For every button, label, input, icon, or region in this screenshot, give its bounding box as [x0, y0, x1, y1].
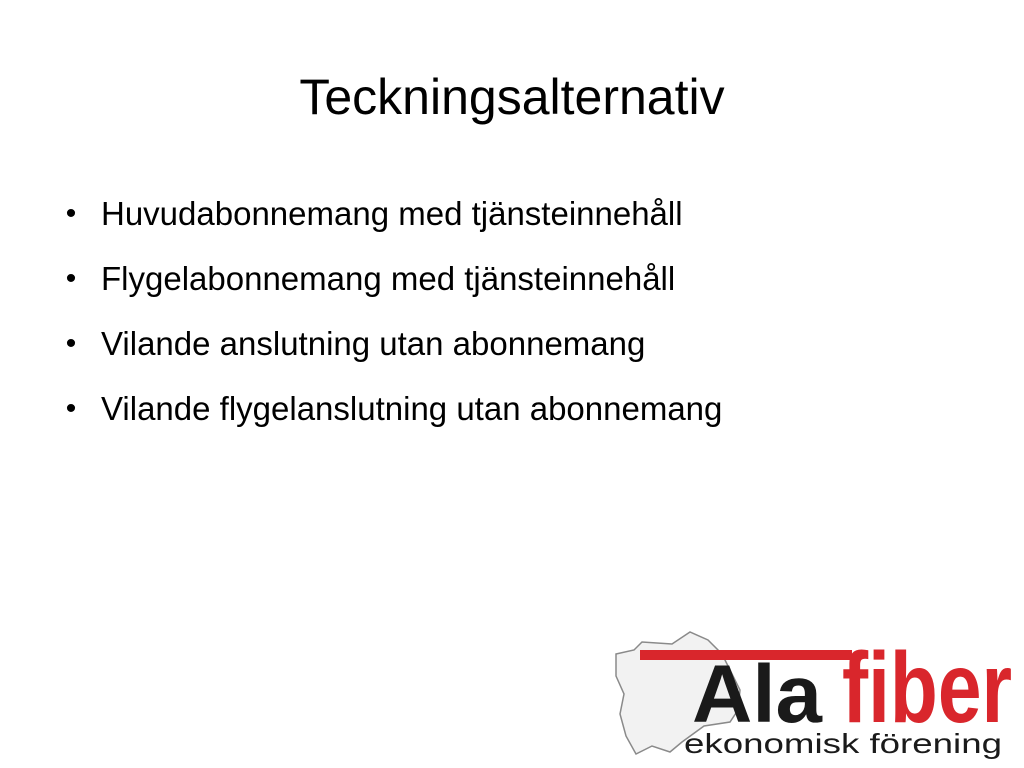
- bullet-list: [56, 184, 996, 444]
- logo-word-ala: Ala: [692, 649, 824, 740]
- bullet-text: Vilande flygelanslutning utan abonnemang: [101, 390, 723, 427]
- list-item: [56, 184, 996, 249]
- bullet-marker: •: [65, 197, 77, 230]
- bullet-marker: •: [65, 392, 77, 425]
- ala-fiber-logo: [612, 614, 1014, 761]
- bullet-text: Flygelabonnemang med tjänsteinnehåll: [101, 260, 676, 297]
- logo-word-fiber: fiber: [842, 632, 1012, 744]
- logo-tagline: ekonomisk förening: [684, 728, 1002, 759]
- list-item: [56, 314, 996, 379]
- bullet-text: Vilande anslutning utan abonnemang: [101, 325, 646, 362]
- bullet-marker: •: [65, 327, 77, 360]
- list-item: [56, 379, 996, 444]
- list-item: [56, 249, 996, 314]
- logo-graphic: [612, 614, 1014, 761]
- bullet-marker: •: [65, 262, 77, 295]
- bullet-text: Huvudabonnemang med tjänsteinnehåll: [101, 195, 683, 232]
- slide-title: Teckningsalternativ: [299, 69, 725, 125]
